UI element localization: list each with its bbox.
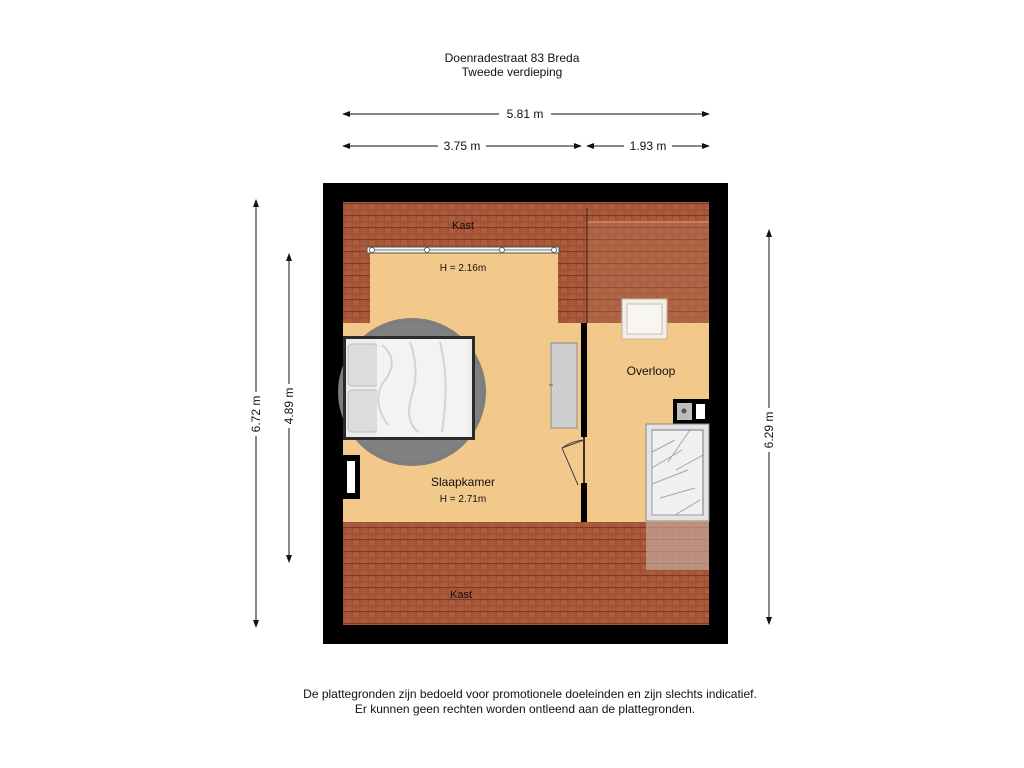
dimension-total-height	[249, 200, 263, 627]
dimension-right-height-label: 6.29 m	[762, 411, 776, 449]
label-slaapkamer-height: H = 2.71m	[439, 494, 487, 505]
dimension-right-width	[587, 139, 709, 153]
disclaimer-line-2: Er kunnen geen rechten worden ontleend aan de plattegronden.	[354, 702, 696, 716]
staircase	[646, 424, 709, 521]
dimension-total-width-label: 5.81 m	[506, 107, 544, 121]
plan-address: Doenradestraat 83 Breda	[444, 51, 580, 65]
dimension-inner-height	[282, 254, 296, 562]
label-slaapkamer: Slaapkamer	[430, 475, 496, 489]
staircase-lower	[646, 522, 709, 570]
dimension-left-width-label: 3.75 m	[443, 139, 481, 153]
interior-wall	[581, 323, 587, 522]
dimension-right-height	[762, 230, 776, 624]
label-kast-bottom: Kast	[449, 589, 473, 601]
plan-floor: Tweede verdieping	[461, 65, 563, 79]
bed	[343, 336, 475, 440]
label-kast-top: Kast	[451, 220, 475, 232]
disclaimer-line-1: De plattegronden zijn bedoeld voor promotionele doeleinden en zijn slechts indicatief.	[303, 687, 757, 701]
dimension-right-width-label: 1.93 m	[629, 139, 667, 153]
label-window-height: H = 2.16m	[439, 263, 487, 274]
wardrobe	[551, 343, 577, 428]
dormer-window	[367, 247, 559, 253]
cv-installation	[673, 399, 709, 424]
side-window	[342, 455, 360, 499]
dimension-inner-height-label: 4.89 m	[282, 387, 296, 425]
label-overloop: Overloop	[626, 364, 676, 378]
dimension-left-width	[343, 139, 581, 153]
dimension-total-width	[343, 107, 709, 121]
dimension-total-height-label: 6.72 m	[249, 395, 263, 433]
